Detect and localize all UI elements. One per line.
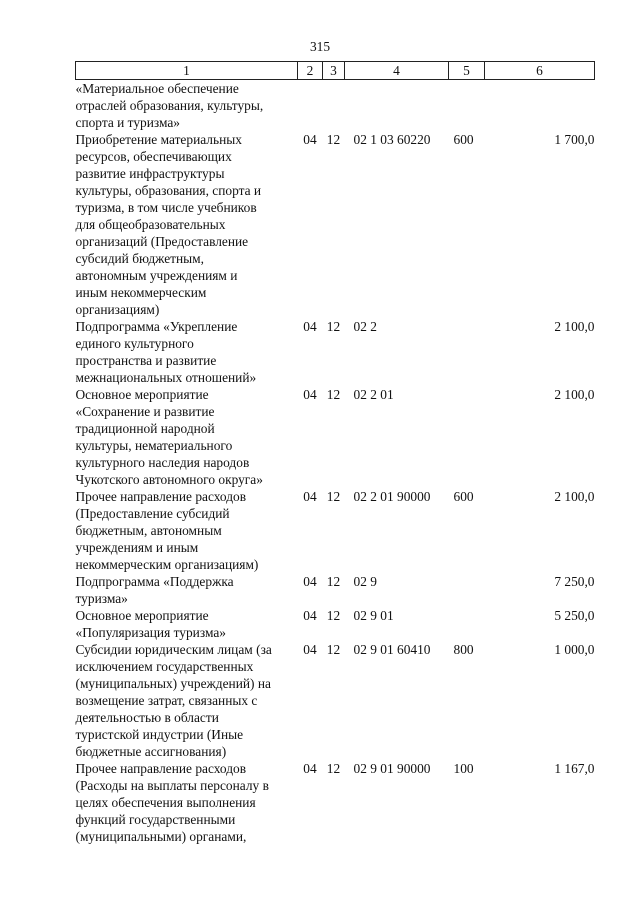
- row-amount: 2 100,0: [554, 319, 595, 334]
- row-amount: 2 100,0: [554, 387, 595, 402]
- table-row: [76, 318, 595, 386]
- row-name: Основное мероприятие «Сохранение и развитие традиционной народной культуры, нематериального культурного наследия народов Чукотского автономного округа»: [75, 387, 263, 487]
- row-subsection: [323, 80, 345, 132]
- row-subsection: 12: [326, 489, 341, 504]
- row-target: 02 9: [353, 574, 377, 589]
- row-expense-type: 600: [453, 132, 474, 147]
- row-section: 04: [303, 319, 317, 334]
- row-amount: 1 000,0: [554, 642, 595, 657]
- row-amount: 5 250,0: [554, 608, 595, 623]
- row-name: Прочее направление расходов (Расходы на выплаты персоналу в целях обеспечения выполнения функций государственными (муниципальными) органами,: [75, 761, 269, 844]
- header-col-1: 1: [76, 62, 298, 80]
- row-expense-type: [449, 318, 485, 386]
- header-col-2: 2: [298, 62, 323, 80]
- row-target: 02 1 03 60220: [353, 132, 431, 147]
- row-name: Основное мероприятие «Популяризация туризма»: [75, 608, 226, 640]
- row-subsection: 12: [326, 319, 341, 334]
- row-name: Субсидии юридическим лицам (за исключением государственных (муниципальных) учреждений) на возмещение затрат, связанных с деятельностью в области туристской индустрии (Иные бюджетные ассигнования): [75, 642, 272, 759]
- table-body: [76, 80, 595, 846]
- header-col-6: 6: [485, 62, 595, 80]
- row-expense-type: [449, 80, 485, 132]
- table-row: [76, 488, 595, 573]
- table-row: [76, 386, 595, 488]
- row-amount: 1 700,0: [554, 132, 595, 147]
- row-expense-type: 600: [453, 489, 474, 504]
- table-header: [76, 62, 595, 80]
- header-col-4: 4: [345, 62, 449, 80]
- row-expense-type: 800: [453, 642, 474, 657]
- row-target: [345, 80, 449, 132]
- row-name: Приобретение материальных ресурсов, обеспечивающих развитие инфраструктуры культуры, образования, спорта и туризма, в том числе учебников для общеобразовательных организаций (Предоставление субсидий бюджетным, автономным учреждениям и иным некоммерческим организациям): [75, 132, 262, 317]
- row-section: 04: [303, 574, 317, 589]
- row-name: Подпрограмма «Укрепление единого культурного пространства и развитие межнациональных отношений»: [75, 319, 257, 385]
- row-target: 02 9 01 90000: [353, 761, 431, 776]
- row-amount: 1 167,0: [554, 761, 595, 776]
- table-row: [76, 131, 595, 318]
- row-target: 02 2 01: [353, 387, 394, 402]
- row-subsection: 12: [326, 387, 341, 402]
- budget-table: [75, 61, 595, 845]
- row-expense-type: 100: [453, 761, 474, 776]
- row-amount: 7 250,0: [554, 574, 595, 589]
- row-target: 02 9 01 60410: [353, 642, 431, 657]
- table-row: [76, 760, 595, 845]
- header-col-5: 5: [449, 62, 485, 80]
- row-amount: [485, 80, 595, 132]
- row-subsection: 12: [326, 574, 341, 589]
- row-amount: 2 100,0: [554, 489, 595, 504]
- row-target: 02 2 01 90000: [353, 489, 431, 504]
- row-section: 04: [303, 489, 317, 504]
- row-target: 02 9 01: [353, 608, 394, 623]
- row-section: 04: [303, 761, 317, 776]
- row-name: Подпрограмма «Поддержка туризма»: [75, 574, 234, 606]
- row-expense-type: [449, 386, 485, 488]
- row-target: 02 2: [353, 319, 377, 334]
- row-expense-type: [449, 573, 485, 607]
- row-section: 04: [303, 387, 317, 402]
- row-subsection: 12: [326, 642, 341, 657]
- row-name: Прочее направление расходов (Предоставление субсидий бюджетным, автономным учреждениям и иным некоммерческим организациям): [75, 489, 259, 572]
- header-row: [76, 62, 595, 80]
- row-section: 04: [303, 608, 317, 623]
- row-section: 04: [303, 642, 317, 657]
- header-col-3: 3: [323, 62, 345, 80]
- row-expense-type: [449, 607, 485, 641]
- row-section: [298, 80, 323, 132]
- table-row: [76, 607, 595, 641]
- row-subsection: 12: [326, 132, 341, 147]
- table-row: [76, 573, 595, 607]
- table-row: [76, 80, 595, 132]
- row-subsection: 12: [326, 608, 341, 623]
- row-section: 04: [303, 132, 317, 147]
- row-name: «Материальное обеспечение отраслей образования, культуры, спорта и туризма»: [75, 81, 264, 130]
- row-subsection: 12: [326, 761, 341, 776]
- table-row: [76, 641, 595, 760]
- page-number: 315: [309, 39, 331, 54]
